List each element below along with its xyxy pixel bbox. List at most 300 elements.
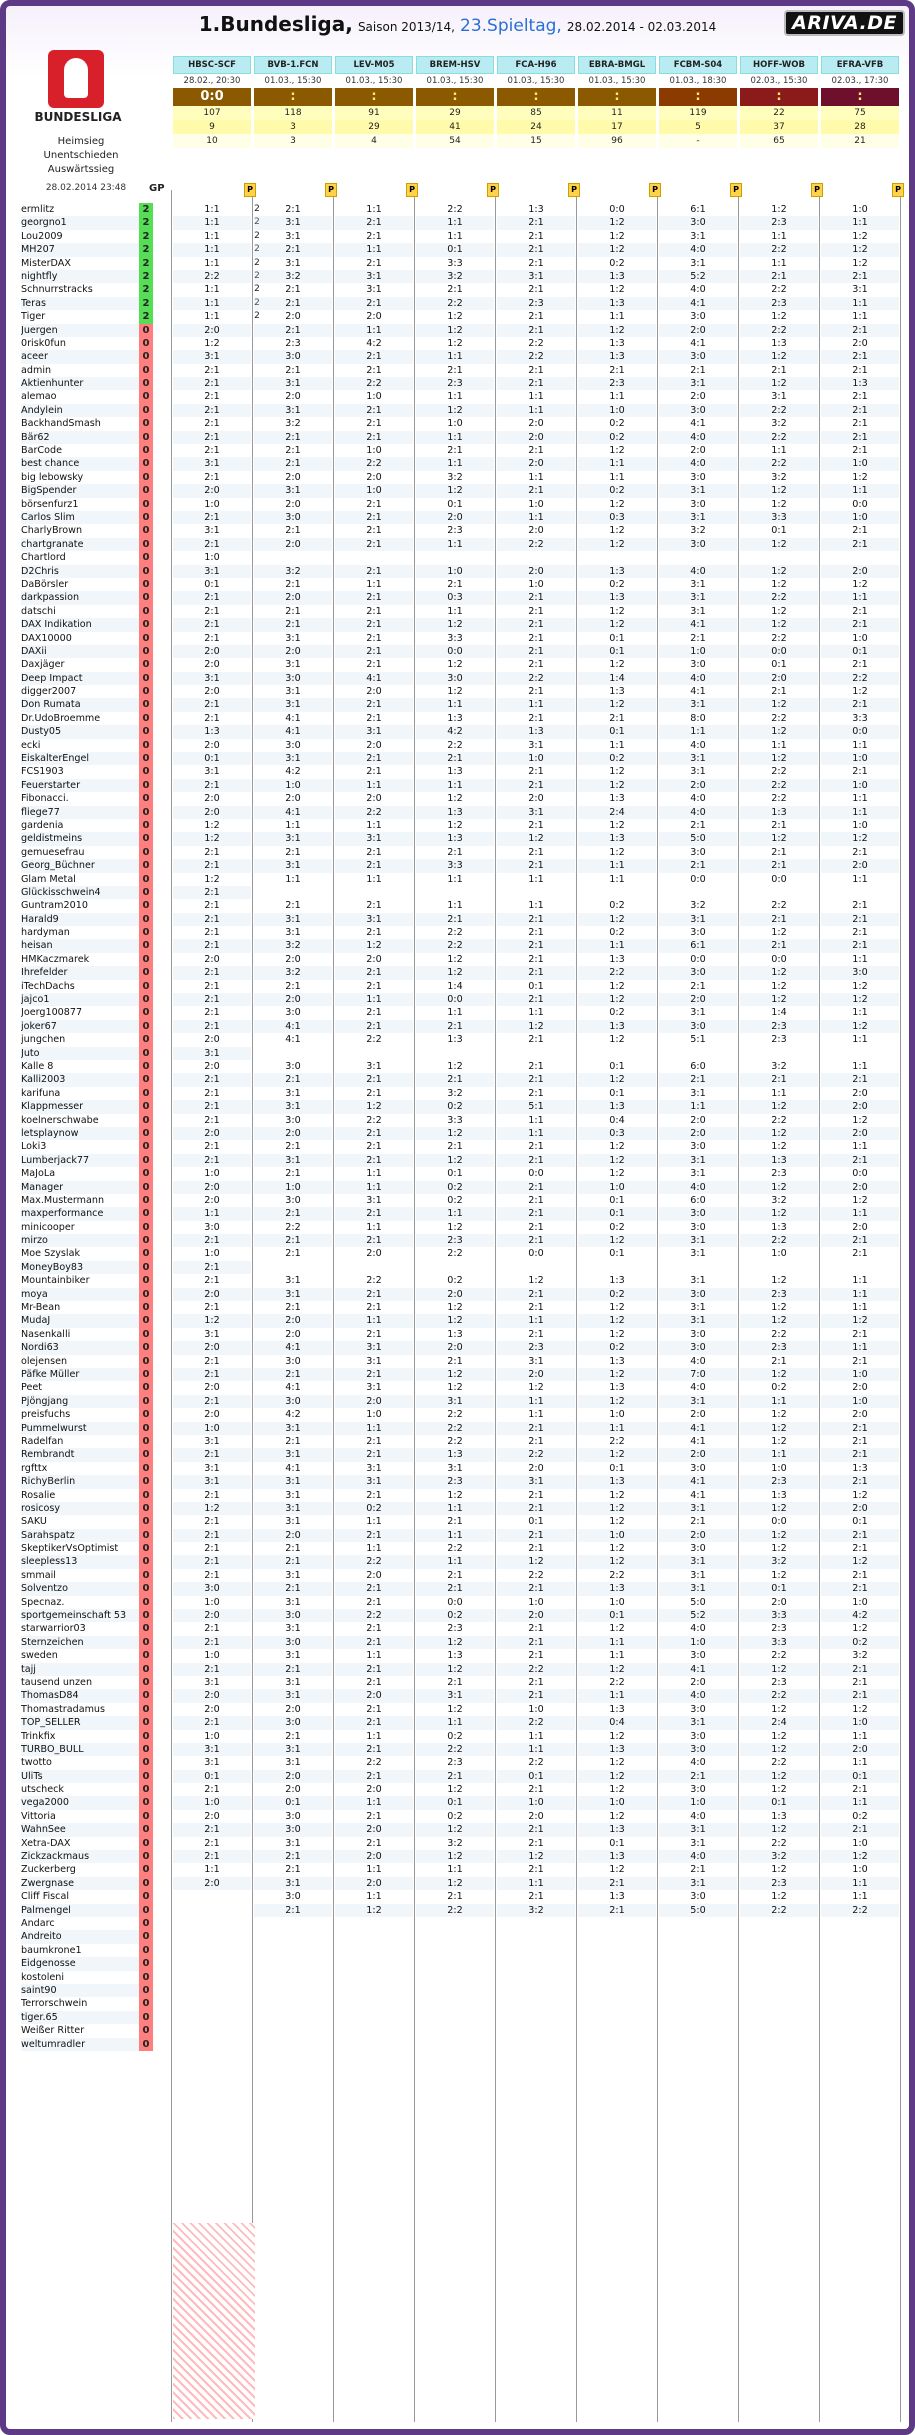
player-name[interactable]: weltumradler <box>21 2038 139 2051</box>
match-name[interactable]: LEV-M05 <box>335 56 413 74</box>
match-name[interactable]: HOFF-WOB <box>740 56 818 74</box>
player-name[interactable]: Harald9 <box>21 913 139 926</box>
player-name[interactable]: tausend unzen <box>21 1676 93 1688</box>
player-name[interactable]: Tiger <box>21 311 46 323</box>
player-name[interactable]: Deep Impact <box>21 672 139 685</box>
tip-cell: 2:1 <box>173 1529 251 1542</box>
player-name[interactable]: Feuerstarter <box>21 779 139 792</box>
player-name[interactable]: hardyman <box>21 927 70 939</box>
tip-cell: 2:1 <box>497 1154 575 1167</box>
table-row <box>21 712 901 725</box>
player-name[interactable]: jungchen <box>21 1034 66 1046</box>
tip-cell: 2:1 <box>335 1154 413 1167</box>
match-points: 2 <box>254 270 260 281</box>
player-name[interactable]: Daxjäger <box>21 659 65 671</box>
player-name[interactable]: HMKaczmarek <box>21 953 90 965</box>
tip-cell: 2:0 <box>528 525 544 537</box>
gp-points: 2 <box>139 243 153 256</box>
player-name[interactable]: Andarc <box>21 1918 55 1929</box>
player-name[interactable]: Loki3 <box>21 1141 47 1153</box>
table-row <box>21 1636 901 1649</box>
tip-cell: 2:1 <box>366 766 382 778</box>
player-name[interactable]: mirzo <box>21 1234 139 1247</box>
player-name[interactable]: Dr.UdoBroemme <box>21 712 101 724</box>
player-name[interactable]: TURBO_BULL <box>21 1743 139 1756</box>
player-name[interactable]: BigSpender <box>21 484 139 497</box>
player-name[interactable]: sportgemeinschaft 53 <box>21 1609 139 1622</box>
tip-cell: 2:0 <box>528 793 544 805</box>
tip-cell: 2:1 <box>335 1288 413 1301</box>
tip-cell: 3:1 <box>285 1650 301 1662</box>
gp-points: 0 <box>139 1837 153 1850</box>
tip-cell: 2:1 <box>204 712 220 724</box>
player-name[interactable]: Päfke Müller <box>21 1368 139 1381</box>
player-name[interactable]: MH207 <box>21 243 139 256</box>
match-date: 02.03., 17:30 <box>831 76 889 86</box>
player-name[interactable]: best chance <box>21 457 139 470</box>
tip-cell: 2:1 <box>497 779 575 792</box>
tip-cell: 2:1 <box>821 618 899 631</box>
tip-cell: 2:1 <box>416 752 494 765</box>
tip-cell: 1:0 <box>204 1168 220 1180</box>
player-name[interactable]: iTechDachs <box>21 980 75 992</box>
player-name[interactable]: Zuckerberg <box>21 1864 76 1876</box>
tip-cell: 1:0 <box>497 752 575 765</box>
match-name[interactable]: FCA-H96 <box>497 56 575 74</box>
match-auswaertssieg-count: 10 <box>173 134 251 148</box>
player-name[interactable]: geldistmeins <box>21 832 139 845</box>
tip-cell: 2:1 <box>497 216 575 229</box>
tip-cell: 2:2 <box>335 377 413 390</box>
player-name[interactable]: RichyBerlin <box>21 1475 139 1488</box>
player-name[interactable]: Lumberjack77 <box>21 1154 139 1167</box>
player-name[interactable]: Carlos Slim <box>21 511 139 524</box>
tip-cell: 2:1 <box>497 859 575 872</box>
player-name[interactable]: olejensen <box>21 1355 68 1367</box>
player-name[interactable]: Solventzo <box>21 1582 139 1595</box>
tip-cell: 2:3 <box>416 1475 494 1488</box>
tip-cell: 2:1 <box>528 1784 544 1796</box>
match-auswaertssieg-count: 21 <box>821 134 899 148</box>
table-row <box>21 1984 901 1997</box>
tip-cell: 1:2 <box>771 980 787 992</box>
player-name[interactable]: Lou2009 <box>21 230 63 242</box>
tip-cell: 1:0 <box>659 1796 737 1809</box>
player-name[interactable]: smmail <box>21 1569 56 1581</box>
player-name[interactable]: chartgranate <box>21 538 139 551</box>
table-row <box>21 270 901 283</box>
player-name[interactable]: Peet <box>21 1382 43 1394</box>
gp-points: 0 <box>139 2024 153 2037</box>
player-name[interactable]: Zickzackmaus <box>21 1850 139 1863</box>
match-name[interactable]: BVB-1.FCN <box>254 56 332 74</box>
table-row <box>21 1930 901 1943</box>
player-name[interactable]: EiskalterEngel <box>21 752 139 765</box>
player-name[interactable]: BackhandSmash <box>21 418 101 430</box>
tip-cell: 2:1 <box>366 900 382 912</box>
player-name[interactable]: Schnurrstracks <box>21 284 93 296</box>
player-name[interactable]: DAX10000 <box>21 632 72 644</box>
tip-cell: 2:0 <box>335 1689 413 1702</box>
player-name[interactable]: D2Chris <box>21 565 139 578</box>
player-name[interactable]: SkeptikerVsOptimist <box>21 1543 119 1555</box>
tip-cell: 1:3 <box>578 591 656 604</box>
tip-cell: 3:0 <box>173 1582 251 1595</box>
player-name[interactable]: Zwergnase <box>21 1877 139 1890</box>
player-name[interactable]: tiger.65 <box>21 2011 139 2024</box>
tip-cell: 2:1 <box>366 1007 382 1019</box>
player-name[interactable]: maxperformance <box>21 1207 139 1220</box>
player-name[interactable]: Ihrefelder <box>21 966 139 979</box>
table-row <box>21 484 901 497</box>
gp-points: 0 <box>139 632 153 645</box>
tip-cell: 1:1 <box>578 1636 656 1649</box>
tip-cell: 1:2 <box>578 1770 656 1783</box>
tip-cell: 3:1 <box>335 832 413 845</box>
player-name[interactable]: Moe Szyslak <box>21 1248 81 1260</box>
tip-cell: 3:1 <box>254 913 332 926</box>
table-row <box>21 1006 901 1019</box>
tip-cell: 3:3 <box>447 1114 463 1126</box>
tip-cell: 4:1 <box>690 686 706 698</box>
tip-cell: 2:0 <box>821 1181 899 1194</box>
player-name[interactable]: gardenia <box>21 819 64 831</box>
tip-cell: 3:0 <box>285 1061 301 1072</box>
gp-points: 0 <box>139 1783 153 1796</box>
player-name[interactable]: Chartlord <box>21 552 66 564</box>
player-name[interactable]: MisterDAX <box>21 257 71 269</box>
tip-cell: 1:2 <box>821 1555 899 1568</box>
player-name[interactable]: CharlyBrown <box>21 525 83 537</box>
tip-cell: 2:1 <box>173 1368 251 1381</box>
tip-cell: 3:2 <box>285 418 301 430</box>
tip-cell: 4:1 <box>285 1034 301 1046</box>
tip-cell: 2:2 <box>366 1757 382 1769</box>
player-name[interactable]: Mr-Bean <box>21 1302 61 1314</box>
player-name[interactable]: Dusty05 <box>21 725 139 738</box>
tip-cell: 2:1 <box>335 1663 413 1676</box>
player-name[interactable]: Joerg100877 <box>21 1007 83 1019</box>
player-name[interactable]: karifuna <box>21 1087 61 1099</box>
table-row <box>21 1301 901 1314</box>
match-points: 2 <box>254 284 260 295</box>
tip-cell: 1:2 <box>609 846 625 858</box>
tip-cell: 2:1 <box>528 257 544 269</box>
tip-cell: 2:1 <box>335 1127 413 1140</box>
tip-cell: 2:0 <box>254 1127 332 1140</box>
tip-cell: 3:2 <box>447 471 463 483</box>
player-name[interactable]: Nordi63 <box>21 1341 139 1354</box>
player-name[interactable]: sweden <box>21 1650 58 1662</box>
table-row <box>21 1622 901 1635</box>
gp-points: 0 <box>139 618 153 631</box>
tip-cell: 1:0 <box>528 1596 544 1608</box>
tip-cell: 2:3 <box>740 1288 818 1301</box>
player-name[interactable]: ThomasD84 <box>21 1689 139 1702</box>
tip-cell: 1:1 <box>852 1141 868 1153</box>
player-name[interactable]: Juergen <box>21 324 139 337</box>
tip-cell: 2:0 <box>173 484 251 497</box>
player-name[interactable]: Rosalie <box>21 1489 56 1501</box>
tip-cell: 2:1 <box>335 698 413 711</box>
player-name[interactable]: Don Rumata <box>21 698 139 711</box>
player-name[interactable]: Mountainbiker <box>21 1275 90 1287</box>
tip-cell: 2:1 <box>852 1543 868 1555</box>
player-name[interactable]: Andreito <box>21 1930 139 1943</box>
tip-cell: 3:1 <box>659 1716 737 1729</box>
player-name[interactable]: joker67 <box>21 1020 139 1033</box>
tip-cell: 3:1 <box>204 1757 220 1769</box>
tip-cell: 0:0 <box>609 204 625 215</box>
player-name[interactable]: koelnerschwabe <box>21 1114 99 1126</box>
tip-cell: 3:1 <box>852 284 868 296</box>
tip-cell: 4:0 <box>690 1382 706 1394</box>
player-name[interactable]: vega2000 <box>21 1796 139 1809</box>
player-name[interactable]: minicooper <box>21 1221 75 1233</box>
player-name[interactable]: Andylein <box>21 404 139 417</box>
tip-cell: 4:0 <box>659 1689 737 1702</box>
gp-points: 0 <box>139 1676 153 1689</box>
tip-cell: 1:2 <box>740 725 818 738</box>
tip-cell: 2:1 <box>528 1061 544 1072</box>
tip-cell: 2:1 <box>285 364 301 376</box>
player-name[interactable]: kostoleni <box>21 1971 65 1983</box>
tip-cell: 0:0 <box>821 725 899 738</box>
match-auswaertssieg-count: 15 <box>497 134 575 148</box>
match-column-bvb-1.fcn <box>254 56 332 148</box>
tip-cell: 3:2 <box>254 270 332 283</box>
player-name[interactable]: UliTs <box>21 1770 139 1783</box>
player-name[interactable]: Radelfan <box>21 1435 64 1447</box>
tip-cell: 3:1 <box>690 1007 706 1019</box>
table-row <box>21 779 901 792</box>
player-name[interactable]: sleepless13 <box>21 1555 139 1568</box>
player-name[interactable]: MoneyBoy83 <box>21 1261 139 1274</box>
player-name[interactable]: Manager <box>21 1181 139 1194</box>
player-name[interactable]: nightfly <box>21 270 139 283</box>
player-name[interactable]: FCS1903 <box>21 766 64 778</box>
player-name[interactable]: baumkrone1 <box>21 1944 82 1956</box>
tip-cell: 2:1 <box>690 980 706 992</box>
gp-points: 0 <box>139 1716 153 1729</box>
player-name[interactable]: TOP_SELLER <box>21 1716 139 1729</box>
tip-cell: 2:1 <box>852 605 868 617</box>
gp-points: 0 <box>139 1596 153 1609</box>
player-name[interactable]: WahnSee <box>21 1823 139 1836</box>
player-name[interactable]: ermlitz <box>21 204 55 215</box>
player-name[interactable]: Sternzeichen <box>21 1636 139 1649</box>
player-name[interactable]: Georg_Büchner <box>21 859 139 872</box>
tip-cell: 2:0 <box>173 645 251 658</box>
player-name[interactable]: starwarrior03 <box>21 1623 86 1635</box>
player-name[interactable]: Sarahspatz <box>21 1529 139 1542</box>
player-name[interactable]: preisfuchs <box>21 1409 71 1421</box>
tip-cell: 1:1 <box>852 1275 868 1287</box>
tip-cell: 2:2 <box>335 1609 413 1622</box>
tip-cell: 2:0 <box>416 511 494 524</box>
table-row <box>21 1850 901 1863</box>
player-name[interactable]: MaJoLa <box>21 1168 56 1180</box>
player-name[interactable]: Max.Mustermann <box>21 1194 105 1206</box>
gp-points: 0 <box>139 1850 153 1863</box>
tip-cell: 3:1 <box>285 1757 301 1769</box>
gp-points: 0 <box>139 1863 153 1876</box>
player-name[interactable]: Specnaz. <box>21 1596 65 1608</box>
tip-cell: 1:1 <box>578 457 656 470</box>
player-name[interactable]: Kalle 8 <box>21 1061 54 1072</box>
match-score: : <box>254 88 332 106</box>
player-name[interactable]: Guntram2010 <box>21 900 88 912</box>
player-name[interactable]: alemao <box>21 391 57 403</box>
player-name[interactable]: Glückisschwein4 <box>21 886 139 899</box>
player-name[interactable]: heisan <box>21 939 139 952</box>
player-name[interactable]: ecki <box>21 739 41 751</box>
player-name[interactable]: twotto <box>21 1757 52 1769</box>
player-name[interactable]: Trinkfix <box>21 1730 56 1742</box>
tip-cell: 2:1 <box>204 605 220 617</box>
table-row <box>21 605 901 618</box>
player-name[interactable]: moya <box>21 1288 139 1301</box>
tip-cell: 1:1 <box>497 1314 575 1327</box>
tip-cell: 2:0 <box>285 793 301 805</box>
player-name[interactable]: Klappmesser <box>21 1100 139 1113</box>
tip-cell: 1:0 <box>204 1596 220 1608</box>
player-name[interactable]: datschi <box>21 605 56 617</box>
tip-cell: 1:0 <box>821 1368 899 1381</box>
player-name[interactable]: börsenfurz1 <box>21 498 79 510</box>
points-column-marker: P <box>892 183 904 197</box>
tip-cell: 1:1 <box>335 324 413 337</box>
player-name[interactable]: gemuesefrau <box>21 846 85 858</box>
tip-cell: 2:2 <box>740 779 818 792</box>
table-row <box>21 1649 901 1662</box>
player-name[interactable]: Teras <box>21 297 139 310</box>
tip-cell: 2:2 <box>447 1435 463 1447</box>
tip-cell: 3:2 <box>740 1555 818 1568</box>
player-name[interactable]: 0risk0fun <box>21 337 66 349</box>
ariva-logo[interactable]: ARIVA.DE <box>784 10 905 36</box>
player-name[interactable]: jajco1 <box>21 993 139 1006</box>
player-name[interactable]: Cliff Fiscal <box>21 1891 69 1903</box>
tip-cell: 3:1 <box>659 1823 737 1836</box>
player-name[interactable]: Aktienhunter <box>21 377 139 390</box>
player-name[interactable]: Kalli2003 <box>21 1073 139 1086</box>
tip-cell: 1:3 <box>609 337 625 349</box>
tip-cell: 0:2 <box>416 1609 494 1622</box>
match-column-hoff-wob <box>740 56 818 148</box>
match-name[interactable]: EFRA-VFB <box>821 56 899 74</box>
tip-cell: 4:1 <box>254 725 332 738</box>
player-name[interactable]: Juto <box>21 1047 139 1060</box>
player-name[interactable]: rgfttx <box>21 1462 48 1474</box>
match-name[interactable]: EBRA-BMGL <box>578 56 656 74</box>
tip-cell: 1:2 <box>578 1368 656 1381</box>
player-name[interactable]: MudaJ <box>21 1314 139 1327</box>
points-column-marker: P <box>487 183 499 197</box>
player-name[interactable]: digger2007 <box>21 686 77 698</box>
player-name[interactable]: utscheck <box>21 1784 64 1796</box>
player-name[interactable]: Eidgenosse <box>21 1957 139 1970</box>
tip-cell: 3:1 <box>254 859 332 872</box>
tip-cell: 0:2 <box>335 1502 413 1515</box>
player-name[interactable]: fliege77 <box>21 806 139 819</box>
tip-cell: 0:1 <box>609 632 625 644</box>
player-name[interactable]: Thomastradamus <box>21 1703 106 1715</box>
tip-cell: 2:1 <box>173 404 251 417</box>
tip-cell: 3:1 <box>285 1837 301 1849</box>
player-name[interactable]: admin <box>21 364 52 376</box>
player-name[interactable]: DAXii <box>21 645 139 658</box>
player-name[interactable]: BarCode <box>21 445 62 457</box>
player-name[interactable]: Pjöngjang <box>21 1395 139 1408</box>
player-name[interactable]: DaBörsler <box>21 578 69 590</box>
player-name[interactable]: Vittoria <box>21 1810 56 1822</box>
tip-cell: 1:2 <box>852 686 868 698</box>
player-name[interactable]: Palmengel <box>21 1904 139 1917</box>
tip-cell: 1:3 <box>497 725 575 738</box>
player-name[interactable]: Nasenkalli <box>21 1328 71 1340</box>
gp-points: 2 <box>139 230 153 243</box>
player-name[interactable]: Pummelwurst <box>21 1422 139 1435</box>
player-name[interactable]: aceer <box>21 350 139 363</box>
player-name[interactable]: SAKU <box>21 1516 47 1528</box>
player-name[interactable]: tajj <box>21 1663 139 1676</box>
player-name[interactable]: DAX Indikation <box>21 618 139 631</box>
player-name[interactable]: Bär62 <box>21 431 139 444</box>
player-name[interactable]: Rembrandt <box>21 1448 139 1461</box>
player-name[interactable]: darkpassion <box>21 591 139 604</box>
tip-cell: 0:0 <box>447 1596 463 1608</box>
gp-points: 0 <box>139 1154 153 1167</box>
tip-cell: 1:3 <box>578 350 656 363</box>
tip-cell: 3:1 <box>254 1288 332 1301</box>
player-name[interactable]: georgno1 <box>21 216 139 229</box>
tip-cell: 1:2 <box>740 1314 818 1327</box>
tip-cell: 2:0 <box>497 565 575 578</box>
match-name[interactable]: HBSC-SCF <box>173 56 251 74</box>
match-heimsieg-count: 22 <box>740 106 818 120</box>
player-name[interactable]: Terrorschwein <box>21 1998 88 2010</box>
player-name[interactable]: Fibonacci. <box>21 793 69 805</box>
tip-cell: 3:0 <box>659 538 737 551</box>
player-name[interactable]: letsplaynow <box>21 1127 139 1140</box>
table-row <box>21 230 901 243</box>
tip-cell: 1:1 <box>416 698 494 711</box>
player-name[interactable]: big lebowsky <box>21 471 84 483</box>
tip-cell: 1:2 <box>578 1073 656 1086</box>
tip-cell: 1:2 <box>771 204 787 215</box>
match-name[interactable]: BREM-HSV <box>416 56 494 74</box>
player-name[interactable]: Glam Metal <box>21 873 76 885</box>
table-row <box>21 658 901 671</box>
tip-cell: 2:2 <box>173 270 251 283</box>
tip-cell: 1:2 <box>771 1302 787 1314</box>
tip-cell: 2:1 <box>285 1730 301 1742</box>
gp-points: 0 <box>139 859 153 872</box>
player-name[interactable]: rosicosy <box>21 1502 139 1515</box>
tip-cell: 1:2 <box>447 1784 463 1796</box>
tip-cell: 2:1 <box>497 1073 575 1086</box>
tip-cell: 1:1 <box>821 1288 899 1301</box>
player-name[interactable]: Xetra-DAX <box>21 1837 71 1849</box>
tip-cell: 2:3 <box>740 1341 818 1354</box>
match-name[interactable]: FCBM-S04 <box>659 56 737 74</box>
tip-cell: 2:1 <box>821 1234 899 1247</box>
match-heimsieg-count: 85 <box>497 106 575 120</box>
tip-cell: 1:2 <box>447 1703 463 1715</box>
player-name[interactable]: Weißer Ritter <box>21 2025 85 2037</box>
player-name[interactable]: saint90 <box>21 1984 139 1997</box>
